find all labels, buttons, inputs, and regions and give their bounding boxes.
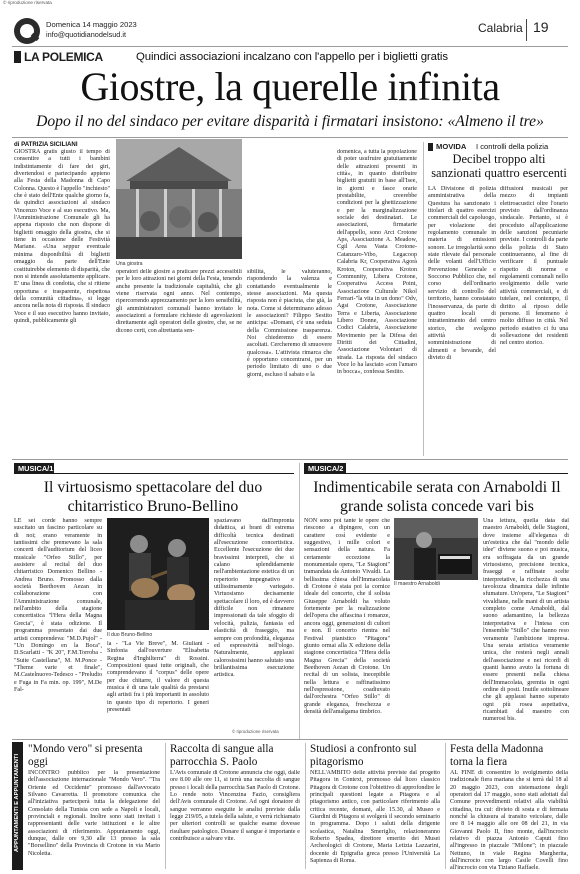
lead-col-4: domenica, a tutta la popolazione di poter usufruire gratuitamente delle attrazioni presenti in città», in quanto distribuire biglietti gratuiti in base all'Isee, in giorni e fasce orarie prestabilite, creerebbe condizioni per la ghettizzazione e per la marginalizzazione sociale dei destinatari. Le associazioni, firmatarie dell'appello, sono Arci Crotone Aps, Associazione A. Meadow, Cgil Area Vasta Crotone-Catanzaro-Vibo, Legacoop Calabria Kr, Cooperativa Agorà Kroton, Cooperativa Kroton Community, Libera Crotone, Cooperativa Access Point, Associazione Culturale Nikol Ferrari-"la vita in un dono" Odv, Agsi Crotone, Associazione Terra e Liberta, Associazione Libero Donne, Associazione Codici Calabria, Associazione Movimento per la Difesa dei Diritti dei Cittadini, Associazione Volontari di strada. La risposta del sindaco Voce lo ha lasciato «con l'amaro in bocca», confessa Sestito. (337, 149, 417, 376)
music-divider (299, 463, 300, 739)
masthead-rule (12, 46, 568, 47)
lead-col-3: sibilità, le valuteranno, rispondendo la valenza e contattando eventualmente le stesse associazioni. Ma questa risposta non è piaciuta, che già, la nota. Come si determinano adesso le associazioni? Filippo Sestito anticipa: «Domani, c'è una seduta della Commissione trasparenza. Noi chiederemo di essere ascoltati. Cercheremo di smuovere qualcosa». L'attivista rimarca che è opportuno concentrarsi, per un periodo limitato di uno o due giorni, escluso il sabato e la (247, 269, 332, 378)
music1-tag-line (54, 473, 294, 474)
contact-email[interactable]: info@quotidianodelsud.it (46, 30, 127, 39)
music1-copyright: © riproduzione riservata (232, 729, 279, 734)
lead-subtitle: Dopo il no del sindaco per evitare disparità i firmatari insistono: «Almeno il tre» (36, 113, 544, 130)
side-overline: I controlli della polizia (476, 142, 549, 151)
music1-col-3: spaziavano dall'impronta didattica, ai brani di estrema difficoltà tecnica destinati all'esecuzione concertistica. Eccellente l'esecuzione dei due bravissimi interpreti, che si calano splendidamente nell'ambientazione estetica di un repertorio impegnativo e utilissimamente variegato. Virtuosismo decisamente spettacolare il loro, ed è davvero difficile non rimanere impressionati da tale sfoggio di velocità, pulizia, fantasia ed elasticità di fraseggio, ma sempre con profondità, eleganza ed espressività nell'ologo. Naturalmente, applausi calorosissimi hanno salutato una brillantissima esecuzione artistica. (214, 518, 294, 679)
lead-rule (12, 137, 568, 138)
side-title: Decibel troppo alti sanzionati quattro esercenti (431, 152, 567, 180)
music1-col-2: la - "La Vie Breve", M. Giuliani - Sinfonia dall'ouverture "Elisabetta Regina d'Inghilterra" di Rossini. Composizioni quasi tutte originali, che comprendevano il "corpus" delle opere per due chitarre, il valore di questa musica è di una tale qualità da prestarsi agli artisti fra i più importanti in assoluto in questo tipo di repertorio. I generi presentati (107, 641, 209, 714)
guitar-duo-photo (107, 518, 209, 630)
side-col-1: LA Divisione di polizia amministrativa della Questura ha sanzionato i titolari di quattro esercizi commerciali del capoluogo, per violazione dei regolamento comunale in materia di emissioni sonore. Le irregolarità sono state rilevate dal personale delle volanti dell'Ufficio Prevenzione Generale e Soccorso Pubblico che, nel corso dell'ordinario servizio di controllo del territorio, hanno constatato l'inosservanza, da parte di quattro locali di intrattenimento del centro storico, che svolgono attività di somministrazione di alimenti e bevande, del divieto di (428, 186, 496, 361)
lead-side-divider (423, 142, 424, 456)
masthead-divider (526, 19, 527, 41)
appointment-4-title: Festa della Madonna torna la fiera (450, 743, 544, 768)
issue-date: Domenica 14 maggio 2023 (46, 20, 137, 29)
page-number: 19 (533, 19, 549, 35)
section-name: Calabria (478, 21, 523, 35)
appointments-divider-1 (165, 743, 166, 869)
appointments-vertical-bar (12, 742, 23, 870)
lead-title: Giostre, la querelle infinita (80, 64, 500, 109)
music1-photo-caption: Il duo Bruno-Bellino (107, 632, 153, 638)
lead-byline: di PATRIZIA SICILIANI (14, 141, 78, 148)
appointment-2-text: L'Avis comunale di Crotone annuncia che oggi, dalle ore 8.00 alle ore 11, si terrà una raccolta di sangue presso i locali della parrocchia San Paolo di Crotone. Lo rende noto Vincenzina Fazio, consigliera dell'Avis comunale di Crotone. Ad ogni donatore di sangue verranno eseguite le analisi previste dalla legge 219/05, a tutela della salute, e verrà richiamato per ulteriori controlli se qualche esame dovesse risultare patologico. Donare il sangue è importante e contribuisce a salvare vite. (170, 770, 300, 843)
music2-tag: MUSICA/2 (304, 463, 346, 474)
music2-title: Indimenticabile serata con Arnaboldi Il grande solista concede vari bis (313, 479, 561, 515)
music2-col-2: Una lettura, quella data dal maestro Arnaboldi, delle Stagioni, dove insieme all'eleganza di un'estetica che dal "mondo delle idee" diviene suono e poi musica, era soffragata da un grande virtuosismo, precisione tecnica, fraseggi e raffinate scelte interpretative, la ricchezza di una tavolozza dinamica dalle infinite sfumature. Un'opera, "Le Stagioni" vivaldiane, nelle mani di un artista completo come Arnaboldi, dal suono adamantino, la bellezza interpretativa e l'intesa con l'ensemble "Stillo" che hanno reso veramente l'ambizione impresa. Una serata artistica veramente unica, che resterà negli annali dell'associazione e nei ricordi di quanti hanno avuto la fortuna di essere presenti nella chiesa dell'Immacolata, gremita in ogni ordine di posti. Inutile sottolineare che gli applausi hanno superato ogni più rosea aspettativa, ricambiati dal maestro con numerosi bis. (483, 518, 569, 723)
music-top-rule (12, 459, 568, 460)
appointment-3 (310, 743, 440, 871)
appointment-2-title: Raccolta di sangue alla parrocchia S. Paolo (170, 743, 274, 768)
music2-tag-line (346, 473, 568, 474)
appointments-divider-2 (305, 743, 306, 869)
lead-photo-caption: Una giostra (116, 261, 143, 267)
appointment-1-text: INCONTRO pubblico per la presentazione dell'associazione internazionale "Mondo Vero". "Tra Oriente ed Occidente" promosso dall'avvocato Silvano Cavarretta. Il promotore comunica che all'iniziativa parteciperà tutta la delegazione del Consolato della Tunisia con sede a Napoli e locali, provinciali e regionali. Inoltre sono stati invitati i rappresentanti delle varie istituzioni e le altre associazioni di riferimento. Appuntamento oggi, dunque, dalle ore 9,30 alle 13 presso la sala "Borsellino" della Provincia di Crotone in via Mario Nicoletta. (28, 770, 160, 857)
lead-kicker: LA POLEMICA (24, 50, 103, 64)
music2-col-1: NON sono poi tante le opere che riescono a dipingere, con un carattere così evidente e suggestivo, i mille colori e sensazioni della natura. Fa certamente eccezione la monumentale opera, "Le Stagioni" tramandata da Antonio Vivaldi. La bellissima chiesa dell'Immacolata di Crotone è stata poi la cornice ideale del concerto, che il solista Giuseppe Arnaboldi ha voluto fortemente per la realizzazione dell'opera che affascina i romanze, ancora oggi, generazioni di cultori e non. Il concerto rientra nel Festival pianistico "Pitagora" giunto ormai alla X edizione della stagione concertistica "l'Hera della Magna Grecia" della società Beethoven Aezan di Crotone. Un recital di un solista, inecepibile nella lettura e raffinatissimo nell'espressione, coadiuvato dall'orchestra "Orfeo Stillo" di grande eleganza, freschezza e densità dell'amalgama timbrico. (304, 518, 390, 715)
side-col-2: diffusioni musicali per mezzo di impianti elettroacustici oltre l'orario previsto dall'ordinanza sindacale. Pertanto, si è proceduto all'applicazione delle sanzioni pecuniarie previste. I controlli da parte della polizia di Stato continueranno, al fine di verificare il puntuale rispetto di norme e regolamenti comunali nello svolgimento delle varie attività commerciali, e di tutelare, nel contempo, il diritto al riposo delle persone. Il fenomeno è molto diffuso in città. Nel periodo estativo ci fu una sollevazione dei residenti nel centro storico. (500, 186, 568, 347)
appointment-3-title: Studiosi a confronto sul pitagorismo (310, 743, 417, 768)
side-kicker: MOVIDA (436, 142, 467, 151)
logo-icon (14, 18, 40, 44)
appointment-4 (450, 743, 568, 871)
appointment-1-title: "Mondo vero" si presenta oggi (28, 743, 143, 768)
lead-kicker-block (14, 51, 21, 63)
copyright-notice: © riproduzione riservata (3, 0, 52, 5)
music1-col-1: LE sei corde hanno sempre suscitato un fascino particolare su di noi; erano veramente in tantissimi che premevano la sala concerti dell'auditorium del liceo musicale "Orfeo Stillo", per assistere al recital del duo chitarristico Domenico Bellino - Andrea Bruno. Promosso dalla società Beethoven Aezan in collaborazione con l'Amministrazione comunale, nell'ambito della stagione concertistica "l'Hera della Magna Grecia", è stata odizione. Il programma presentato dai due artisti comprendeva: "M.D.Pujol" - "Un Domingo en la Boca", D.Scarlatti - "K 20", F.M.Torroba - "Suite Castellana", M. M.Ponce - "Theme varie et finale", M.Castelnuovo-Tedesco - "Preludio e Fuga in Fa min. op. 199", M.De Fal- (14, 518, 102, 693)
lead-col-2: operatori delle giostre a praticare prezzi accessibili per le loro attrazioni nei giorni della Festa, tenendo anche presente la tradizionale capitalità, che gli viene riservata ogni anno. Nel contempo, ripercorrendo apprezzamento per la loro sensibilità, gli amministratori comunali hanno invitato le associazioni a formulare richieste di agevolazioni direttamente agli operatori delle giostre, che, se ne dicono certi, con altrettanta sen- (116, 269, 242, 334)
music1-title: Il virtuosismo spettacolare del duo chitarristico Bruno-Bellino (43, 479, 263, 515)
lead-overline: Quindici associazioni incalzano con l'appello per i biglietti gratis (136, 51, 448, 63)
masthead (0, 9, 580, 45)
appointment-3-text: NELL'AMBITO delle attività previste dal progetto Pitagora in Context, promosso dal liceo classico Pitagora di Crotone con l'obiettivo di approfondire le principali questioni legate a Pitagora e al pitagorismo antico, con particolare riferimento alla critica recente, domani, alle 15.30, al Museo e Giardini di Pitagora si svolgerà il secondo seminario in programma. Dopo i saluti della dirigente scolastica, Natalina Smeriglio, relazioneranno Roberto Spadea, direttore emerito dei Musei Archeologici di Crotone, Maria Letizia Lazzarini, docente di Epigrafia greca presso l'Università La Sapienza di Roma. (310, 770, 440, 865)
appointment-1 (28, 743, 160, 871)
appointments-top-rule (12, 739, 568, 740)
carousel-photo (116, 139, 242, 259)
music2-photo-caption: Il maestro Arnaboldi (394, 581, 440, 587)
appointments-vertical-label: APPUNTAMENTI E APPUNTAMENTI (14, 753, 20, 853)
appointments-divider-3 (445, 743, 446, 869)
appointment-2 (170, 743, 300, 871)
side-kicker-block (428, 143, 433, 151)
arnaboldi-photo (394, 518, 478, 580)
music1-tag: MUSICA/1 (14, 463, 54, 474)
lead-col-1: GIOSTRA gratis giusto il tempo di consentire a tutti i bambini indistintamente di fare dei giri, divertendosi e partecipando appieno alla Festa della Madonna di Capo Colonna. Questo è l'appello "inchiesto" che è stato dell'Ente qualche giorno fa, da quindici associazioni al sindaco Vincenzo Voce e al suo esecutivo. Ma, l'Amministrazione Comunale gli ha appena risposto che non dispone di biglietti omaggio della giostra, che si tiene in occasione delle Festività Mariane. «Una seppur eventuale minima disponibilità di biglietti omaggio da parte dell'Ente costituirebbe elemento di disparità, che non si intende assolutamente applicare. E' una linea di condotta, che si ritiene opportuna e trasparente, rispettosa della comunità cittadina», si legge ancora nella nota di risposta. Il sindaco Voce e il suo esecutivo hanno invitato, quindi, pubblicamente gli (14, 149, 110, 324)
appointment-4-text: AL FINE di consentire lo svolgimento della tradizionale fiera mariana che si terrà dal 18 al 20 maggio 2023, con sistemazione degli operatori dal 17 maggio, sono stati adottati dal Comune provvedimenti relativi alla viabilità cittadina, tra cui: divieto di sosta e di fermata nonché la chiusura al transito veicolare, dalle ore 8 14 maggio alle ore 08 del 21, in via Giovanni Paolo II, fino monte, dall'incrocio relativo di piazza Antonio Caputi fino all'ingresso in piazzale "Milone"; in piazzale Nettuno, in viale Regina Margherita, dall'incrocio con largo Casile Covelli fino all'incrocio con via Tiziano Raffaele. (450, 770, 568, 870)
